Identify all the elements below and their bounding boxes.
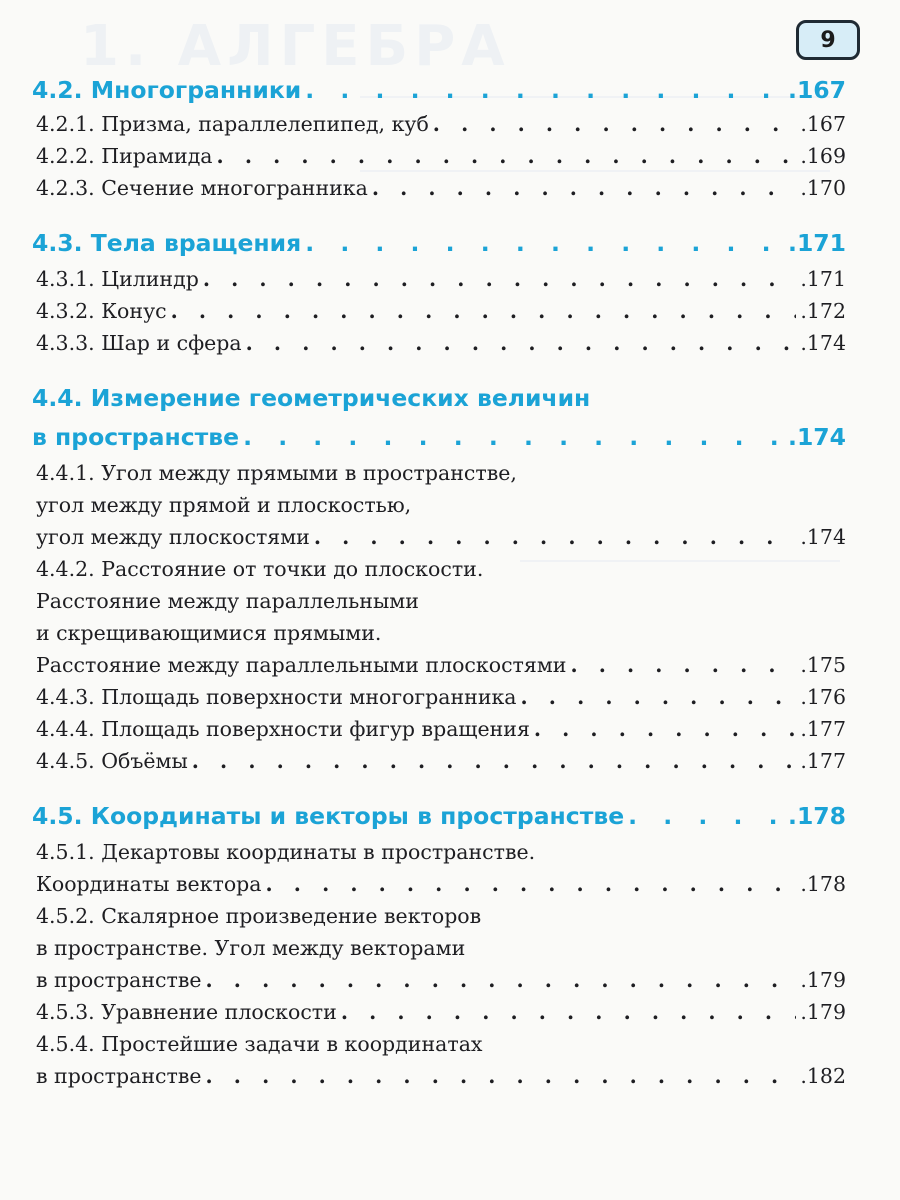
toc-entry-line	[36, 1028, 846, 1060]
entry-title: 4.2.1. Призма, параллелепипед, куб	[36, 112, 429, 136]
dot-leader	[314, 521, 796, 553]
section-heading[interactable]	[32, 72, 846, 108]
toc-entry[interactable]	[32, 457, 846, 553]
entry-title: в пространстве	[36, 968, 202, 992]
section-heading-line	[32, 418, 846, 457]
dot-leader	[305, 224, 784, 263]
toc-entry-line	[36, 327, 846, 359]
page-ref: .178	[788, 802, 846, 830]
page-ref: .175	[800, 653, 846, 677]
entry-title: 4.5.3. Уравнение плоскости	[36, 1000, 337, 1024]
page-ref: .177	[800, 717, 846, 741]
entry-title: 4.5.4. Простейшие задачи в координатах	[36, 1032, 483, 1056]
toc-entry-line	[36, 140, 846, 172]
section-heading-line	[32, 379, 846, 418]
toc-entry[interactable]	[32, 836, 846, 900]
entry-title: Координаты вектора	[36, 872, 262, 896]
entry-title: 4.4.5. Объёмы	[36, 749, 188, 773]
page-ref: .170	[800, 176, 846, 200]
dot-leader	[246, 327, 797, 359]
toc-entry-line	[36, 108, 846, 140]
toc-entry[interactable]	[32, 713, 846, 745]
toc-entry[interactable]	[32, 681, 846, 713]
toc-entry[interactable]	[32, 108, 846, 140]
entry-title: 4.4.2. Расстояние от точки до плоскости.	[36, 557, 484, 581]
page-ref: .167	[800, 112, 846, 136]
toc-entry[interactable]	[32, 295, 846, 327]
toc-entry[interactable]	[32, 1028, 846, 1092]
dot-leader	[521, 681, 797, 713]
toc-entry[interactable]	[32, 263, 846, 295]
page-ref: .177	[800, 749, 846, 773]
toc-entry[interactable]	[32, 140, 846, 172]
page-ref: .174	[800, 525, 846, 549]
section-title: в пространстве	[32, 423, 240, 451]
toc-entry-line	[36, 681, 846, 713]
dot-leader	[305, 72, 784, 108]
dot-leader	[433, 108, 797, 140]
dot-leader	[206, 964, 797, 996]
entry-title: 4.2.2. Пирамида	[36, 144, 213, 168]
toc-entry-line	[36, 964, 846, 996]
toc-entry-line	[36, 745, 846, 777]
entry-title: 4.3.3. Шар и сфера	[36, 331, 242, 355]
entry-title: Расстояние между параллельными	[36, 589, 419, 613]
toc-section	[32, 72, 846, 204]
toc-entry-line	[36, 1060, 846, 1092]
entry-title: 4.5.1. Декартовы координаты в пространстве.	[36, 840, 536, 864]
page-ref: .182	[800, 1064, 846, 1088]
dot-leader	[266, 868, 797, 900]
toc-entry-line	[36, 295, 846, 327]
section-heading[interactable]	[32, 379, 846, 457]
section-heading[interactable]	[32, 797, 846, 836]
dot-leader	[217, 140, 797, 172]
toc-entry-line	[36, 713, 846, 745]
toc-entry-line	[36, 617, 846, 649]
entry-title: в пространстве	[36, 1064, 202, 1088]
section-title: 4.5. Координаты и векторы в пространстве	[32, 802, 625, 830]
toc-section	[32, 224, 846, 359]
dot-leader	[372, 172, 797, 204]
entry-title: угол между прямой и плоскостью,	[36, 493, 412, 517]
dot-leader	[628, 797, 784, 836]
section-title: 4.2. Многогранники	[32, 76, 302, 104]
section-title: 4.4. Измерение геометрических величин	[32, 384, 591, 412]
page-ref: .178	[800, 872, 846, 896]
dot-leader	[243, 418, 784, 457]
entry-title: 4.3.1. Цилиндр	[36, 267, 199, 291]
entry-title: 4.3.2. Конус	[36, 299, 167, 323]
dot-leader	[534, 713, 796, 745]
entry-title: 4.4.4. Площадь поверхности фигур вращения	[36, 717, 530, 741]
dot-leader	[341, 996, 797, 1028]
dot-leader	[171, 295, 797, 327]
entry-title: угол между плоскостями	[36, 525, 310, 549]
dot-leader	[192, 745, 797, 777]
toc-entry-line	[36, 263, 846, 295]
section-heading-line	[32, 797, 846, 836]
toc-entry[interactable]	[32, 996, 846, 1028]
toc-entry-line	[36, 900, 846, 932]
dot-leader	[206, 1060, 797, 1092]
entry-title: 4.4.1. Угол между прямыми в пространстве,	[36, 461, 517, 485]
toc-entry-line	[36, 868, 846, 900]
entry-title: в пространстве. Угол между векторами	[36, 936, 466, 960]
toc-entry[interactable]	[32, 900, 846, 996]
bleed-through-title: 1. АЛГЕБРА	[80, 14, 511, 79]
dot-leader	[203, 263, 797, 295]
section-title: 4.3. Тела вращения	[32, 229, 302, 257]
toc-entry[interactable]	[32, 172, 846, 204]
entry-title: и скрещивающимися прямыми.	[36, 621, 382, 645]
entry-title: 4.5.2. Скалярное произведение векторов	[36, 904, 482, 928]
toc-entry-line	[36, 553, 846, 585]
toc-entry-line	[36, 585, 846, 617]
entry-title: Расстояние между параллельными плоскостями	[36, 653, 567, 677]
dot-leader	[570, 649, 796, 681]
toc-entry-line	[36, 457, 846, 489]
page-ref: .172	[800, 299, 846, 323]
page-ref: .179	[800, 1000, 846, 1024]
page-number-badge: 9	[796, 20, 860, 60]
toc-entry-line	[36, 649, 846, 681]
toc-entry[interactable]	[32, 745, 846, 777]
page-ref: .171	[800, 267, 846, 291]
page-ref: .179	[800, 968, 846, 992]
page-ref: .167	[788, 76, 846, 104]
section-heading[interactable]	[32, 224, 846, 263]
toc-entry[interactable]	[32, 553, 846, 681]
toc-entry-line	[36, 932, 846, 964]
entry-title: 4.4.3. Площадь поверхности многогранника	[36, 685, 517, 709]
page-ref: .169	[800, 144, 846, 168]
section-heading-line	[32, 72, 846, 108]
toc-entry-line	[36, 836, 846, 868]
entry-title: 4.2.3. Сечение многогранника	[36, 176, 368, 200]
toc-entry-line	[36, 489, 846, 521]
toc-entry-line	[36, 996, 846, 1028]
section-heading-line	[32, 224, 846, 263]
page-ref: .174	[788, 423, 846, 451]
toc-section	[32, 797, 846, 1092]
toc-section	[32, 379, 846, 777]
page-ref: .176	[800, 685, 846, 709]
page-ref: .174	[800, 331, 846, 355]
page-ref: .171	[788, 229, 846, 257]
toc-entry-line	[36, 521, 846, 553]
toc-entry[interactable]	[32, 327, 846, 359]
table-of-contents	[32, 72, 846, 1112]
toc-entry-line	[36, 172, 846, 204]
